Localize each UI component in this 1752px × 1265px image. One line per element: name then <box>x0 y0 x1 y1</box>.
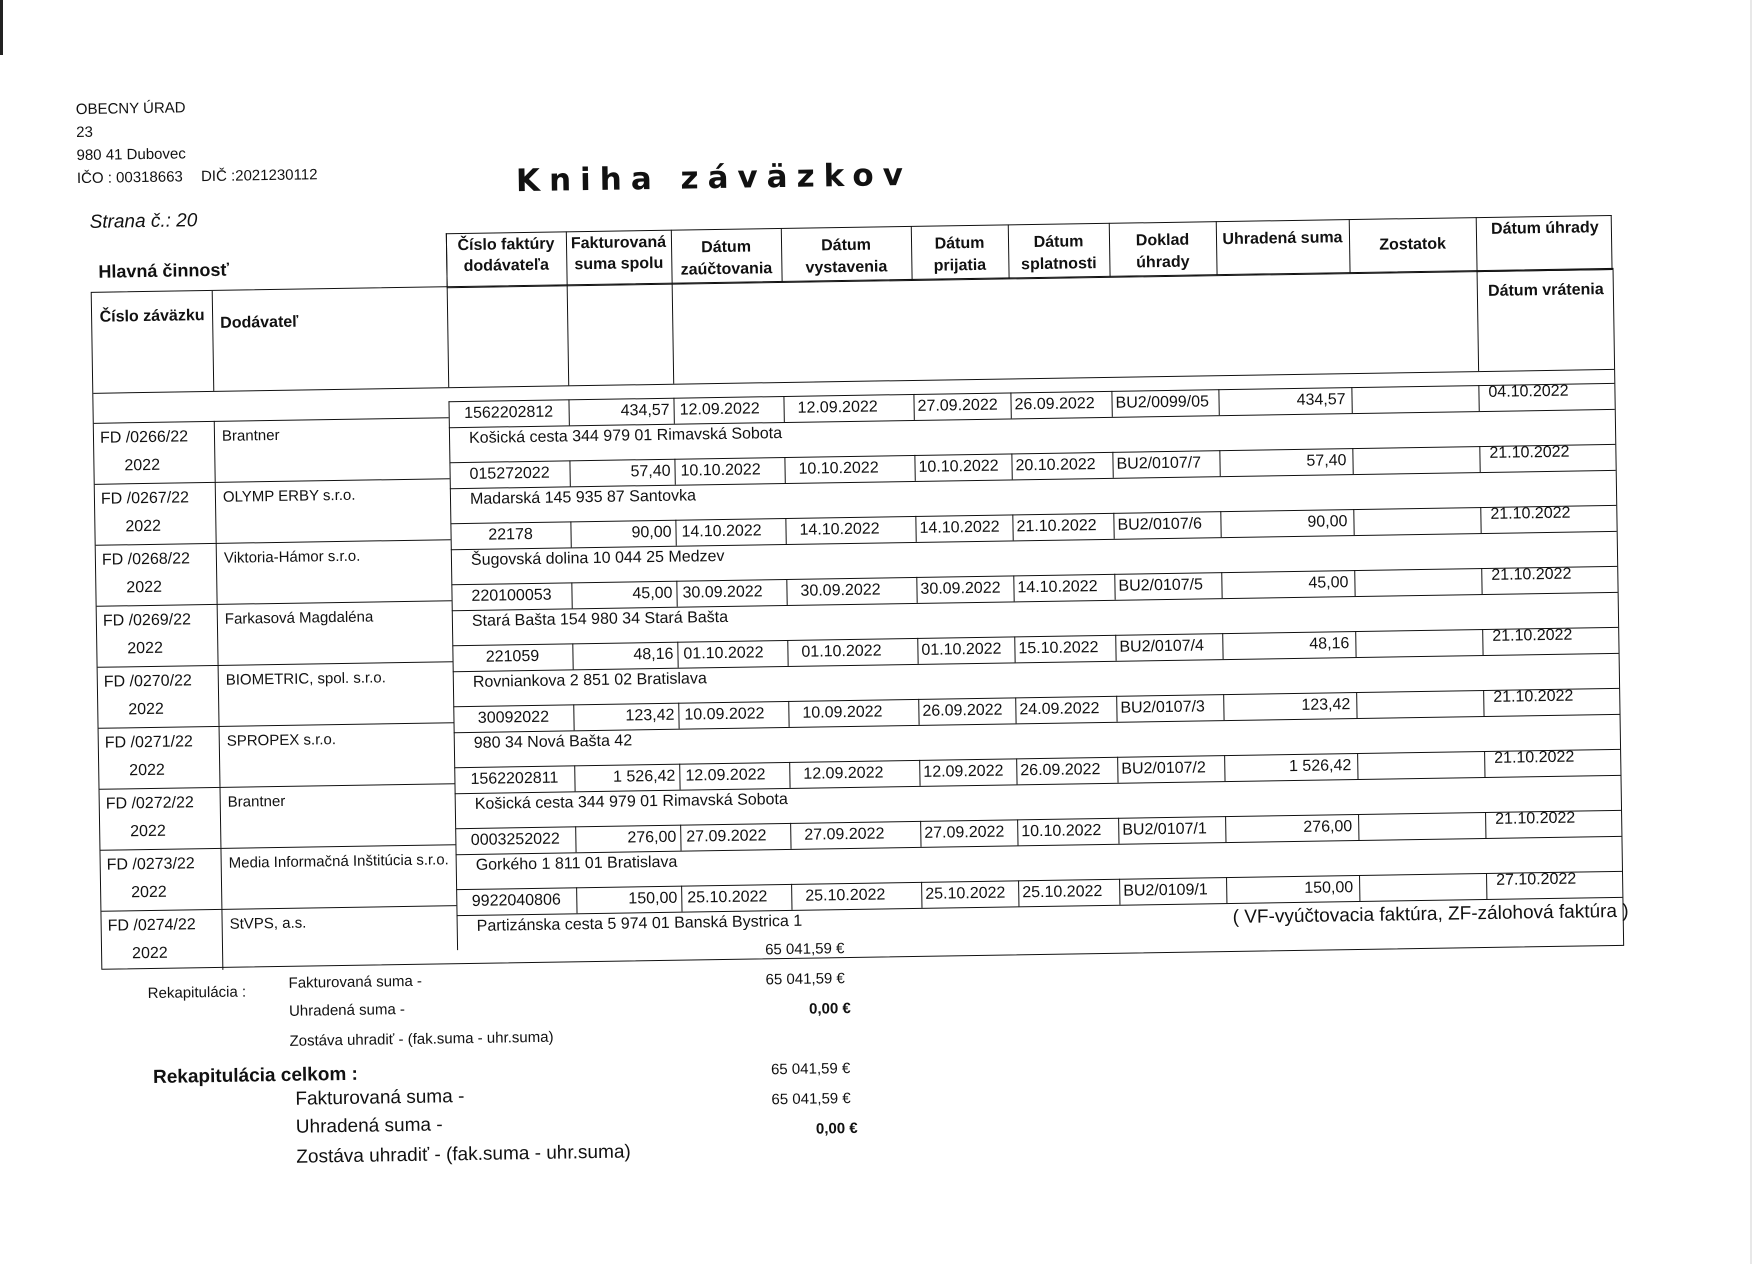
row-col-divider <box>456 889 458 950</box>
row-doklad: BU2/0107/3 <box>1120 698 1206 717</box>
row-cislo-zavazku: FD /0267/22 <box>100 489 190 508</box>
row-col-divider <box>677 642 678 668</box>
row-adresa: Košická cesta 344 979 01 Rimavská Sobota <box>474 790 788 813</box>
row-col-divider <box>1015 697 1016 723</box>
row-rok: 2022 <box>131 944 168 963</box>
row-col-divider <box>1480 507 1481 533</box>
recap-total-zostava-value: 0,00 € <box>815 1119 858 1138</box>
recap-label: Rekapitulácia : <box>147 983 247 1003</box>
row-faktura: 015272022 <box>469 464 550 483</box>
recap-total-fakturovana-label: Fakturovaná suma - <box>295 1086 465 1110</box>
row-col-divider <box>918 699 919 725</box>
row-rok: 2022 <box>127 639 164 658</box>
header-col-divider <box>672 284 675 384</box>
row-col-divider <box>1118 818 1119 844</box>
row-zauctovanie: 30.09.2022 <box>682 583 763 602</box>
org-street: 23 <box>76 123 94 142</box>
row-uhradena: 90,00 <box>1307 513 1348 531</box>
row-splatnost: 14.10.2022 <box>1017 578 1098 597</box>
row-vystavenie: 30.09.2022 <box>800 581 881 600</box>
row-col-divider <box>673 398 674 424</box>
row-cislo-zavazku: FD /0271/22 <box>104 733 193 752</box>
header-cislo-zavazku: Číslo záväzku <box>99 307 205 326</box>
row-rok: 2022 <box>130 822 166 841</box>
row-splatnost: 20.10.2022 <box>1015 456 1096 475</box>
org-name: OBECNY ÚRAD <box>75 99 186 119</box>
row-splatnost: 26.09.2022 <box>1014 395 1095 414</box>
row-suma: 123,42 <box>625 706 675 725</box>
header-datum-zauctovania: Dátum zaúčtovania <box>680 238 773 279</box>
row-zauctovanie: 10.09.2022 <box>684 705 765 724</box>
row-col-divider <box>449 462 451 523</box>
row-uhradena: 48,16 <box>1309 635 1350 653</box>
row-dodavatel: SPROPEX s.r.o. <box>226 731 337 750</box>
row-col-divider <box>1479 446 1480 472</box>
row-col-divider <box>679 764 680 790</box>
document-title: Kniha záväzkov <box>515 156 913 200</box>
row-col-divider <box>1116 696 1117 722</box>
row-col-divider <box>1113 513 1114 539</box>
row-dodavatel: Media Informačná Inštitúcia s.r.o. <box>228 851 449 872</box>
row-col-divider <box>913 394 914 420</box>
row-col-divider <box>1014 636 1015 662</box>
row-faktura: 1562202811 <box>470 769 559 788</box>
row-adresa: Madarská 145 935 87 Santovka <box>469 487 697 508</box>
row-dodavatel: Farkasová Magdaléna <box>224 608 374 628</box>
row-col-divider <box>1357 753 1358 779</box>
row-dodavatel: StVPS, a.s. <box>229 914 307 933</box>
row-col-divider <box>790 823 791 849</box>
row-prijatie: 14.10.2022 <box>919 518 1000 537</box>
row-col-divider <box>914 455 915 481</box>
row-cislo-zavazku: FD /0266/22 <box>99 428 189 447</box>
recap-fakturovana-value: 65 041,59 € <box>764 940 845 959</box>
row-col-divider <box>221 909 223 970</box>
row-prijatie: 30.09.2022 <box>920 579 1001 598</box>
row-col-divider <box>1359 875 1360 901</box>
row-faktura: 9922040806 <box>471 891 561 910</box>
row-datum-uhrady: 21.10.2022 <box>1490 504 1571 523</box>
row-datum-uhrady: 04.10.2022 <box>1488 382 1569 401</box>
row-vystavenie: 14.10.2022 <box>799 520 880 539</box>
row-splatnost: 26.09.2022 <box>1020 761 1101 780</box>
header-cislo-faktury: Číslo faktúry dodávateľa <box>457 235 555 275</box>
recap-total-zostava-label: Zostáva uhradiť - (fak.suma - uhr.suma) <box>296 1141 631 1168</box>
row-uhradena: 150,00 <box>1304 879 1354 897</box>
row-adresa: Košická cesta 344 979 01 Rimavská Sobota <box>468 425 783 447</box>
row-adresa: Stará Bašta 154 980 34 Stará Bašta <box>471 608 729 630</box>
page-number: Strana č.: 20 <box>89 210 198 233</box>
row-rok: 2022 <box>126 578 163 597</box>
row-col-divider <box>1486 873 1487 899</box>
row-col-divider <box>455 828 457 889</box>
row-adresa: 980 34 Nová Bašta 42 <box>473 732 633 752</box>
row-col-divider <box>1354 570 1355 596</box>
row-col-divider <box>216 543 218 604</box>
row-zauctovanie: 14.10.2022 <box>681 522 762 541</box>
row-adresa: Rovniankova 2 851 02 Bratislava <box>472 670 707 691</box>
row-vystavenie: 12.09.2022 <box>797 398 878 417</box>
row-col-divider <box>785 518 786 544</box>
row-doklad: BU2/0107/5 <box>1118 576 1204 595</box>
row-col-divider <box>1117 757 1118 783</box>
row-col-divider <box>1485 812 1486 838</box>
row-col-divider <box>1483 690 1484 716</box>
header-uhradena-suma: Uhradená suma <box>1222 229 1343 249</box>
row-col-divider <box>1011 453 1012 479</box>
row-col-divider <box>1478 385 1479 411</box>
row-adresa: Šugovská dolina 10 044 25 Medzev <box>470 547 725 569</box>
row-col-divider <box>676 581 677 607</box>
row-col-divider <box>1010 392 1011 418</box>
header-datum-uhrady: Dátum úhrady <box>1490 219 1599 238</box>
row-col-divider <box>917 638 918 664</box>
row-zauctovanie: 25.10.2022 <box>687 888 768 907</box>
row-vystavenie: 12.09.2022 <box>803 764 884 783</box>
row-col-divider <box>450 523 452 584</box>
row-doklad: BU2/0107/2 <box>1121 759 1206 778</box>
recap-total-uhradena-value: 65 041,59 € <box>771 1090 851 1109</box>
recap-fakturovana-label: Fakturovaná suma - <box>288 972 423 992</box>
row-col-divider <box>786 579 787 605</box>
row-prijatie: 27.09.2022 <box>917 396 998 415</box>
row-col-divider <box>674 459 675 485</box>
row-col-divider <box>916 577 917 603</box>
recap-uhradena-label: Uhradená suma - <box>288 1001 406 1020</box>
row-uhradena: 45,00 <box>1308 574 1349 592</box>
row-prijatie: 26.09.2022 <box>922 701 1003 720</box>
row-col-divider <box>454 767 456 828</box>
row-suma: 90,00 <box>631 523 672 542</box>
row-col-divider <box>1355 631 1356 657</box>
row-cislo-zavazku: FD /0273/22 <box>106 855 195 874</box>
invoice-type-note: ( VF-vyúčtovacia faktúra, ZF-zálohová faktúra ) <box>1232 900 1629 928</box>
row-doklad: BU2/0107/6 <box>1117 515 1203 534</box>
header-doklad-uhrady: Doklad úhrady <box>1135 231 1190 272</box>
row-col-divider <box>1012 514 1013 540</box>
row-doklad: BU2/0109/1 <box>1123 881 1208 900</box>
row-vystavenie: 27.09.2022 <box>804 825 885 844</box>
row-prijatie: 12.09.2022 <box>923 762 1004 781</box>
row-vystavenie: 25.10.2022 <box>805 886 886 905</box>
row-datum-uhrady: 21.10.2022 <box>1494 748 1575 767</box>
recap-total-fakturovana-value: 65 041,59 € <box>770 1060 851 1079</box>
row-col-divider <box>1484 751 1485 777</box>
row-uhradena: 1 526,42 <box>1288 757 1352 776</box>
row-doklad: BU2/0107/1 <box>1122 820 1207 839</box>
row-col-divider <box>1114 574 1115 600</box>
row-zauctovanie: 12.09.2022 <box>679 400 760 419</box>
row-zauctovanie: 27.09.2022 <box>686 827 767 846</box>
recap-total-label: Rekapitulácia celkom : <box>152 1063 359 1088</box>
row-col-divider <box>1013 575 1014 601</box>
row-dodavatel: OLYMP ERBY s.r.o. <box>222 486 356 506</box>
row-dodavatel: BIOMETRIC, spol. s.r.o. <box>225 669 386 689</box>
row-rok: 2022 <box>128 700 164 719</box>
row-cislo-zavazku: FD /0269/22 <box>102 611 192 630</box>
row-faktura: 1562202812 <box>464 403 554 423</box>
row-col-divider <box>452 645 454 706</box>
row-faktura: 221059 <box>485 647 540 666</box>
org-ids <box>77 163 332 190</box>
row-suma: 45,00 <box>632 584 673 603</box>
row-col-divider <box>219 726 221 787</box>
row-col-divider <box>1351 387 1352 413</box>
row-faktura: 220100053 <box>471 586 552 605</box>
row-datum-uhrady: 21.10.2022 <box>1495 809 1576 828</box>
row-col-divider <box>451 584 453 645</box>
row-datum-uhrady: 21.10.2022 <box>1492 626 1573 645</box>
row-uhradena: 123,42 <box>1301 696 1351 714</box>
recap-total-uhradena-label: Uhradená suma - <box>295 1114 443 1138</box>
row-suma: 150,00 <box>628 889 678 908</box>
row-zauctovanie: 12.09.2022 <box>685 766 766 785</box>
row-suma: 57,40 <box>630 462 671 481</box>
row-suma: 48,16 <box>633 645 674 664</box>
row-uhradena: 434,57 <box>1296 391 1346 409</box>
row-splatnost: 10.10.2022 <box>1021 822 1102 841</box>
row-prijatie: 27.09.2022 <box>924 823 1005 842</box>
row-col-divider <box>448 401 450 462</box>
header-datum-vystavenia: Dátum vystavenia <box>805 236 888 277</box>
row-vystavenie: 01.10.2022 <box>801 642 882 661</box>
org-dic: DIČ :2021230112 <box>200 166 318 186</box>
row-col-divider <box>1356 692 1357 718</box>
row-uhradena: 276,00 <box>1303 818 1353 836</box>
row-zauctovanie: 10.10.2022 <box>680 461 761 480</box>
row-adresa: Partizánska cesta 5 974 01 Banská Bystrica 1 <box>476 912 803 935</box>
row-faktura: 0003252022 <box>470 830 560 849</box>
row-col-divider <box>920 821 921 847</box>
row-col-divider <box>789 762 790 788</box>
row-dodavatel: Viktoria-Hámor s.r.o. <box>223 547 361 567</box>
header-divider <box>93 369 1614 394</box>
row-splatnost: 15.10.2022 <box>1018 639 1099 658</box>
row-splatnost: 21.10.2022 <box>1016 517 1097 536</box>
row-datum-uhrady: 21.10.2022 <box>1489 443 1570 462</box>
row-col-divider <box>220 848 222 909</box>
row-col-divider <box>787 640 788 666</box>
row-prijatie: 01.10.2022 <box>921 640 1002 659</box>
row-col-divider <box>1018 880 1019 906</box>
row-doklad: BU2/0107/7 <box>1116 454 1202 473</box>
row-col-divider <box>215 482 217 543</box>
row-splatnost: 24.09.2022 <box>1019 700 1100 719</box>
row-col-divider <box>1119 879 1120 905</box>
row-cislo-zavazku: FD /0270/22 <box>103 672 193 691</box>
recap-zostava-value: 0,00 € <box>808 1000 851 1018</box>
row-zauctovanie: 01.10.2022 <box>683 644 764 663</box>
row-datum-uhrady: 27.10.2022 <box>1495 870 1577 889</box>
row-col-divider <box>783 396 784 422</box>
row-col-divider <box>1111 391 1112 417</box>
org-ico: IČO : 00318663 <box>76 168 183 188</box>
row-uhradena: 57,40 <box>1306 452 1347 470</box>
recap-uhradena-value: 65 041,59 € <box>765 970 845 989</box>
row-faktura: 22178 <box>488 525 533 544</box>
row-col-divider <box>675 520 676 546</box>
row-suma: 1 526,42 <box>612 767 676 786</box>
col-divider <box>212 291 215 391</box>
row-col-divider <box>788 701 789 727</box>
row-col-divider <box>680 825 681 851</box>
row-col-divider <box>784 457 785 483</box>
row-prijatie: 10.10.2022 <box>918 457 999 476</box>
row-col-divider <box>791 884 792 910</box>
header-col-divider <box>567 285 570 385</box>
section-title: Hlavná činnosť <box>98 259 230 282</box>
header-datum-prijatia: Dátum prijatia <box>933 234 987 275</box>
row-col-divider <box>1017 819 1018 845</box>
row-col-divider <box>681 886 682 912</box>
row-dodavatel: Brantner <box>227 792 286 811</box>
row-col-divider <box>218 665 220 726</box>
row-col-divider <box>915 516 916 542</box>
row-col-divider <box>1115 635 1116 661</box>
row-adresa: Gorkého 1 811 01 Bratislava <box>475 853 678 874</box>
header-datum-vratenia: Dátum vrátenia <box>1487 281 1604 300</box>
header-zostatok: Zostatok <box>1379 235 1447 254</box>
row-col-divider <box>1481 568 1482 594</box>
row-col-divider <box>453 706 455 767</box>
header-fakturovana-suma: Fakturovaná suma spolu <box>570 233 667 274</box>
row-col-divider <box>1352 448 1353 474</box>
row-cislo-zavazku: FD /0272/22 <box>105 794 194 813</box>
recap-zostava-label: Zostáva uhradiť - (fak.suma - uhr.suma) <box>289 1028 554 1050</box>
row-prijatie: 25.10.2022 <box>925 884 1006 903</box>
row-datum-uhrady: 21.10.2022 <box>1493 687 1574 706</box>
row-rok: 2022 <box>124 456 161 475</box>
row-col-divider <box>1016 758 1017 784</box>
row-col-divider <box>921 882 922 908</box>
organization-block <box>76 94 332 190</box>
row-col-divider <box>1482 629 1483 655</box>
row-cislo-zavazku: FD /0274/22 <box>107 916 196 935</box>
row-col-divider <box>678 703 679 729</box>
row-col-divider <box>1353 509 1354 535</box>
row-suma: 434,57 <box>620 401 670 420</box>
row-suma: 276,00 <box>627 828 677 847</box>
row-splatnost: 25.10.2022 <box>1022 883 1103 902</box>
row-col-divider <box>919 760 920 786</box>
row-col-divider <box>1358 814 1359 840</box>
row-dodavatel: Brantner <box>221 426 280 445</box>
row-rok: 2022 <box>125 517 162 536</box>
row-vystavenie: 10.10.2022 <box>798 459 879 478</box>
row-col-divider <box>1112 452 1113 478</box>
row-col-divider <box>214 421 216 482</box>
row-doklad: BU2/0107/4 <box>1119 637 1205 656</box>
row-col-divider <box>219 787 221 848</box>
row-rok: 2022 <box>131 883 167 902</box>
row-doklad: BU2/0099/05 <box>1115 393 1210 412</box>
row-col-divider <box>217 604 219 665</box>
row-datum-uhrady: 21.10.2022 <box>1491 565 1572 584</box>
header-dodavatel: Dodávateľ <box>220 313 299 332</box>
row-vystavenie: 10.09.2022 <box>802 703 883 722</box>
org-city: 980 41 Dubovec <box>76 145 186 165</box>
header-datum-splatnosti: Dátum splatnosti <box>1020 233 1097 274</box>
row-cislo-zavazku: FD /0268/22 <box>101 550 191 569</box>
row-faktura: 30092022 <box>477 708 550 727</box>
row-rok: 2022 <box>129 761 165 780</box>
